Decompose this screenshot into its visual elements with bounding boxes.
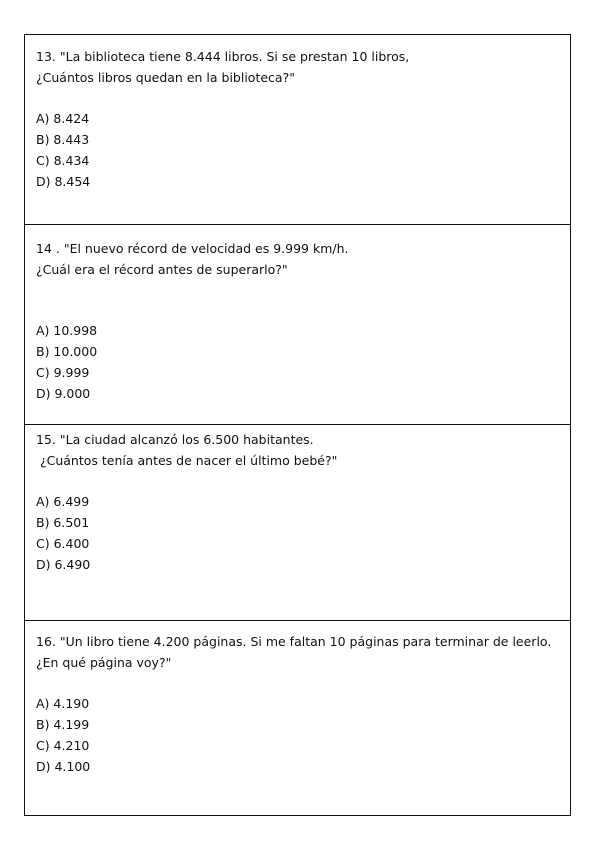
question-prompt-line: ¿En qué página voy?" <box>36 655 172 670</box>
answer-option-d: D) 4.100 <box>36 759 91 774</box>
answer-option-d: D) 6.490 <box>36 557 91 572</box>
question-prompt-line: 16. "Un libro tiene 4.200 páginas. Si me faltan 10 páginas para terminar de leerlo. <box>36 634 552 649</box>
answer-option-d: D) 8.454 <box>36 174 91 189</box>
question-prompt-line: ¿Cuántos tenía antes de nacer el último bebé?" <box>36 453 338 468</box>
question-13 <box>25 35 570 225</box>
answer-option-a: A) 4.190 <box>36 696 90 711</box>
question-prompt-line: 13. "La biblioteca tiene 8.444 libros. Si se prestan 10 libros, <box>36 49 410 64</box>
answer-option-c: C) 8.434 <box>36 153 90 168</box>
answer-option-a: A) 6.499 <box>36 494 90 509</box>
answer-option-d: D) 9.000 <box>36 386 91 401</box>
question-prompt-line: 14 . "El nuevo récord de velocidad es 9.999 km/h. <box>36 241 349 256</box>
answer-option-b: B) 8.443 <box>36 132 90 147</box>
answer-option-b: B) 6.501 <box>36 515 90 530</box>
answer-options <box>36 491 570 575</box>
question-16 <box>25 621 570 817</box>
question-prompt-line: ¿Cuántos libros quedan en la biblioteca?" <box>36 70 295 85</box>
answer-options <box>36 693 570 777</box>
answer-option-c: C) 4.210 <box>36 738 90 753</box>
answer-options <box>36 108 570 192</box>
question-14 <box>25 225 570 425</box>
answer-option-b: B) 10.000 <box>36 344 98 359</box>
question-prompt-line: 15. "La ciudad alcanzó los 6.500 habitantes. <box>36 432 314 447</box>
question-15 <box>25 425 570 621</box>
answer-option-a: A) 10.998 <box>36 323 98 338</box>
worksheet <box>24 34 571 816</box>
question-prompt-line: ¿Cuál era el récord antes de superarlo?" <box>36 262 288 277</box>
answer-option-a: A) 8.424 <box>36 111 90 126</box>
answer-option-c: C) 6.400 <box>36 536 90 551</box>
answer-option-b: B) 4.199 <box>36 717 90 732</box>
answer-options <box>36 320 570 404</box>
answer-option-c: C) 9.999 <box>36 365 90 380</box>
